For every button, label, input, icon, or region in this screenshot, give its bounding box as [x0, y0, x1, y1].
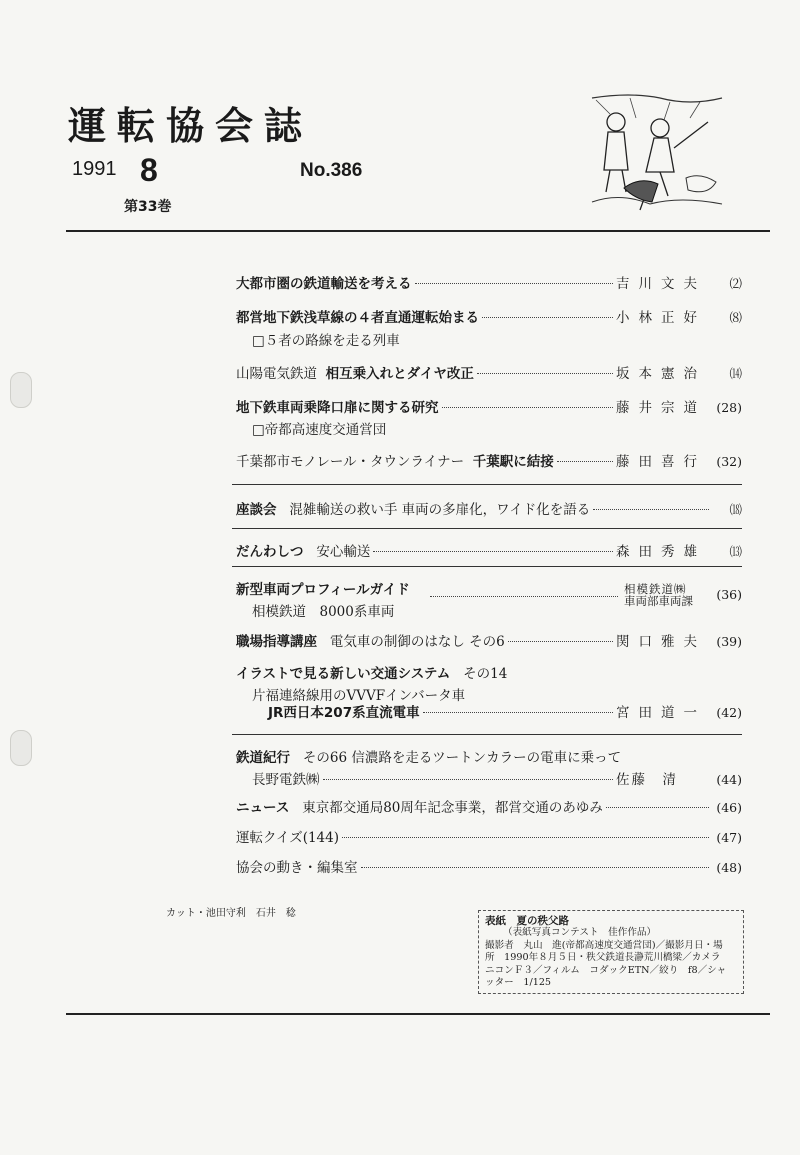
- cover-detail-line: ニコンＦ３／フィルム コダックETN／絞り f8／シャ: [485, 964, 727, 976]
- dot-leader: [593, 509, 709, 510]
- section-divider: [232, 528, 742, 529]
- toc-entry[interactable]: [252, 768, 742, 788]
- toc-page: ⑵: [729, 276, 742, 291]
- toc-subtitle: □５者の路線を走る列車: [252, 333, 400, 349]
- toc-page: (39): [716, 634, 742, 649]
- dot-leader: [415, 283, 614, 284]
- bottom-rule: [66, 1013, 770, 1015]
- toc-entry[interactable]: [236, 540, 742, 560]
- toc-entry[interactable]: [236, 306, 742, 326]
- cover-detail-line: 撮影者 丸山 進(帝都高速度交通営団)／撮影月日・場: [485, 939, 723, 951]
- toc-entry[interactable]: [236, 826, 742, 846]
- toc-entry[interactable]: [236, 796, 742, 816]
- toc-page: (44): [716, 772, 742, 787]
- dot-leader: [430, 596, 618, 597]
- volume-number: 第33巻: [124, 199, 172, 215]
- issue-year: 1991: [72, 158, 117, 180]
- punch-hole-top: [10, 372, 32, 408]
- dot-leader: [361, 867, 710, 868]
- toc-author: 小林正好: [616, 310, 706, 326]
- toc-page: (32): [716, 454, 742, 469]
- toc-subtitle: □帝都高速度交通営団: [252, 422, 387, 438]
- toc-title: 座談会: [236, 502, 277, 518]
- toc-page: (42): [716, 705, 742, 720]
- bleed-through-text: [395, 98, 451, 164]
- dot-leader: [423, 712, 613, 713]
- toc-title: イラストで見る新しい交通システム: [236, 666, 451, 682]
- toc-entry[interactable]: [236, 856, 742, 876]
- issue-month: 8: [140, 152, 158, 188]
- dot-leader: [442, 407, 614, 408]
- toc-title: 地下鉄車両乗降口扉に関する研究: [236, 400, 439, 416]
- toc-title: だんわしつ: [236, 544, 304, 560]
- toc-author: 森田秀雄: [616, 544, 706, 560]
- header-illustration: [590, 92, 725, 212]
- toc-title: 大都市圏の鉄道輸送を考える: [236, 276, 412, 292]
- toc-entry[interactable]: [236, 662, 742, 682]
- toc-author: 佐藤 清: [616, 772, 678, 788]
- toc-page: (36): [716, 587, 742, 602]
- toc-prefix: 千葉都市モノレール・タウンライナー: [236, 454, 465, 470]
- toc-text: 電気車の制御のはなし その6: [329, 634, 505, 650]
- toc-text: その66 信濃路を走るツートンカラーの電車に乗って: [302, 750, 622, 766]
- toc-title: 千葉駅に結接: [472, 454, 554, 470]
- toc-author: 関口雅夫: [616, 634, 706, 650]
- toc-subtitle: 片福連絡線用のVVVFインバータ車: [252, 688, 466, 704]
- issue-number: No.386: [300, 160, 363, 181]
- toc-author: 藤田喜行: [616, 454, 706, 470]
- toc-title: 協会の動き・編集室: [236, 860, 358, 876]
- dot-leader: [342, 837, 709, 838]
- cover-credit-box: [478, 910, 744, 994]
- toc-page: ⒁: [729, 366, 742, 381]
- cover-detail-line: 所 1990年８月５日・秩父鉄道長瀞荒川橋梁／カメラ: [485, 952, 721, 964]
- toc-page: (48): [716, 860, 742, 875]
- section-divider: [232, 734, 742, 735]
- toc-subtitle: JR西日本207系直流電車: [268, 705, 420, 721]
- toc-author: 藤井宗道: [616, 400, 706, 416]
- toc-page: (28): [716, 400, 742, 415]
- toc-title: 相互乗入れとダイヤ改正: [325, 366, 474, 382]
- toc-text: 混雑輸送の救い手 車両の多扉化，ワイド化を語る: [289, 502, 591, 518]
- toc-entry[interactable]: [236, 362, 742, 382]
- toc-page: ⒅: [729, 502, 742, 517]
- cover-title: 表紙 夏の秩父路: [485, 915, 569, 927]
- toc-title: 都営地下鉄浅草線の４者直通運転始まる: [236, 310, 479, 326]
- magazine-title: 運転協会誌: [68, 104, 314, 148]
- toc-title: 職場指導講座: [236, 634, 317, 650]
- dot-leader: [508, 641, 613, 642]
- toc-title: 鉄道紀行: [236, 750, 290, 766]
- dot-leader: [373, 551, 613, 552]
- toc-author: 坂本憲治: [616, 366, 706, 382]
- toc-subtitle: 相模鉄道 8000系車両: [252, 604, 395, 620]
- toc-entry[interactable]: [236, 272, 742, 292]
- toc-author: 宮田道一: [616, 705, 706, 721]
- dot-leader: [482, 317, 613, 318]
- section-divider: [232, 484, 742, 485]
- toc-subtitle: 長野電鉄㈱: [252, 772, 320, 788]
- toc-text: 安心輸送: [316, 544, 371, 560]
- toc-title: 新型車両プロフィールガイド: [236, 582, 410, 598]
- toc-author: 吉川文夫: [616, 276, 706, 292]
- toc-prefix: 山陽電気鉄道: [236, 366, 317, 382]
- punch-hole-bottom: [10, 730, 32, 766]
- toc-title: 運転クイズ(144): [236, 830, 339, 846]
- dot-leader: [323, 779, 614, 780]
- dot-leader: [557, 461, 613, 462]
- toc-suffix: その14: [463, 666, 508, 682]
- toc-entry[interactable]: [236, 450, 742, 470]
- toc-entry[interactable]: [236, 630, 742, 650]
- toc-page: ⒀: [729, 544, 742, 559]
- section-divider: [232, 566, 742, 567]
- toc-page: (47): [716, 830, 742, 845]
- toc-author-stack: [624, 583, 693, 607]
- toc-entry[interactable]: [236, 498, 742, 518]
- toc-author-line: 相模鉄道㈱: [624, 582, 687, 596]
- dot-leader: [606, 807, 709, 808]
- toc-page: ⑻: [729, 310, 742, 325]
- toc-page: (46): [716, 800, 742, 815]
- dot-leader: [477, 373, 613, 374]
- toc-entry[interactable]: [236, 396, 742, 416]
- toc-title: ニュース: [236, 800, 290, 816]
- cover-detail-line: ッター 1/125: [485, 977, 552, 989]
- top-rule: [66, 230, 770, 232]
- toc-text: 東京都交通局80周年記念事業，都営交通のあゆみ: [302, 800, 603, 816]
- cut-credit: カット・池田守利 石井 稔: [166, 908, 296, 919]
- toc-entry[interactable]: [236, 746, 742, 766]
- toc-entry[interactable]: [268, 701, 742, 721]
- toc-author-line: 車両部車両課: [624, 594, 693, 608]
- cover-contest: （表紙写真コンテスト 佳作作品）: [503, 927, 657, 939]
